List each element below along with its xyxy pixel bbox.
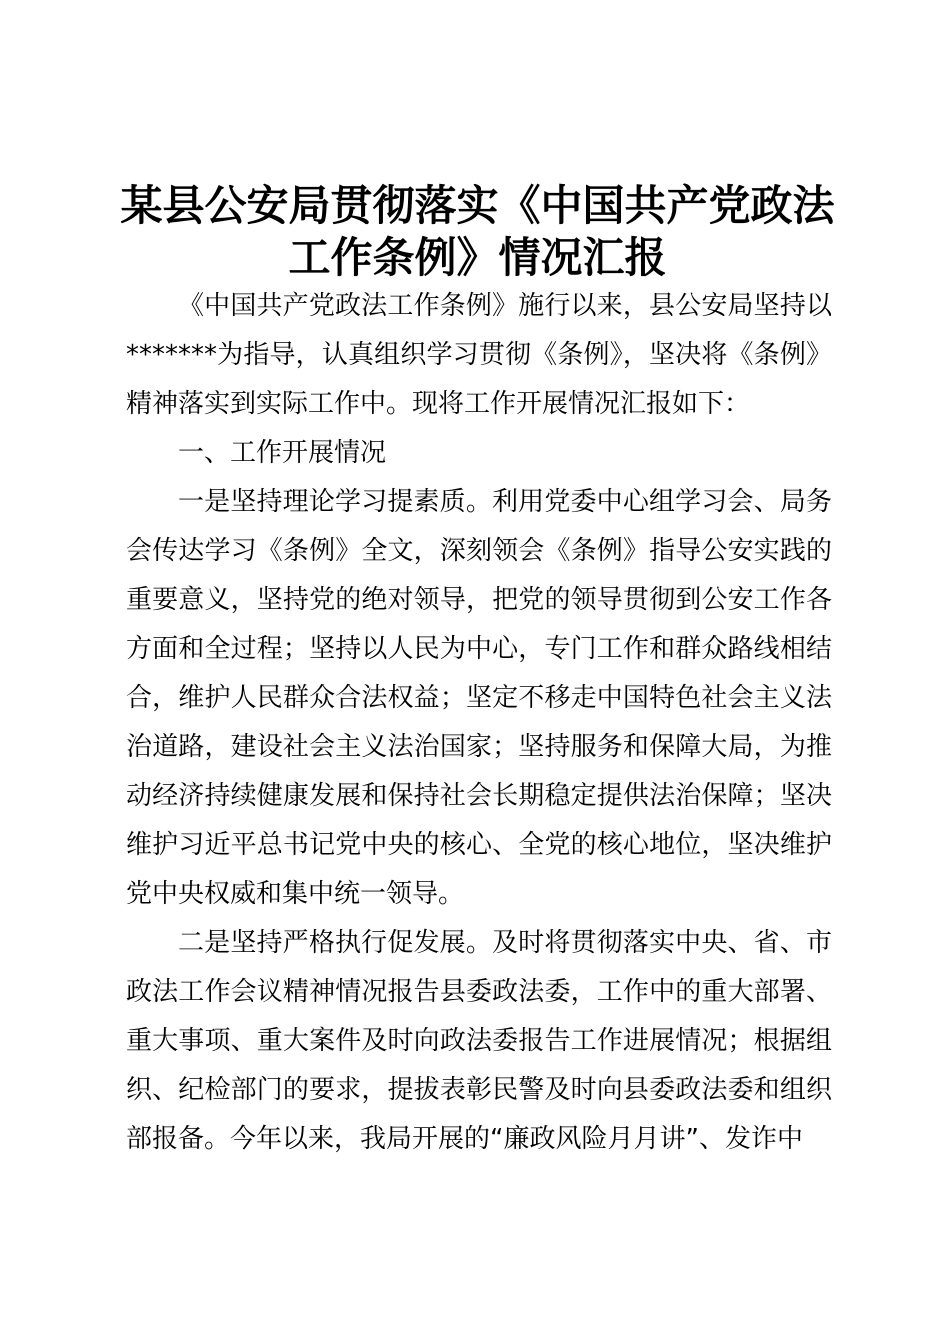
intro-paragraph: 《中国共产党政法工作条例》施行以来，县公安局坚持以*******为指导，认真组织学习贯彻《条例》，坚决将《条例》精神落实到实际工作中。现将工作开展情况汇报如下： <box>126 291 832 419</box>
section-heading: 一、工作开展情况 <box>178 438 387 468</box>
document-body <box>126 282 832 1164</box>
paragraph-strict-execution: 二是坚持严格执行促发展。及时将贯彻落实中央、省、市政法工作会议精神情况报告县委政法委，工作中的重大部署、重大事项、重大案件及时向政法委报告工作进展情况；根据组织、纪检部门的要求，提拔表彰民警及时向县委政法委和组织部报备。今年以来，我局开展的“廉政风险月月讲”、发诈中 <box>126 928 832 1154</box>
paragraph-theory-study: 一是坚持理论学习提素质。利用党委中心组学习会、局务会传达学习《条例》全文，深刻领会《条例》指导公安实践的重要意义，坚持党的绝对领导，把党的领导贯彻到公安工作各方面和全过程；坚持以人民为中心，专门工作和群众路线相结合，维护人民群众合法权益；坚定不移走中国特色社会主义法治道路，建设社会主义法治国家；坚持服务和保障大局，为推动经济持续健康发展和保持社会长期稳定提供法治保障；坚决维护习近平总书记党中央的核心、全党的核心地位，坚决维护党中央权威和集中统一领导。 <box>126 487 832 909</box>
document-title: 某县公安局贯彻落实《中国共产党政法工作条例》情况汇报 <box>120 181 835 282</box>
